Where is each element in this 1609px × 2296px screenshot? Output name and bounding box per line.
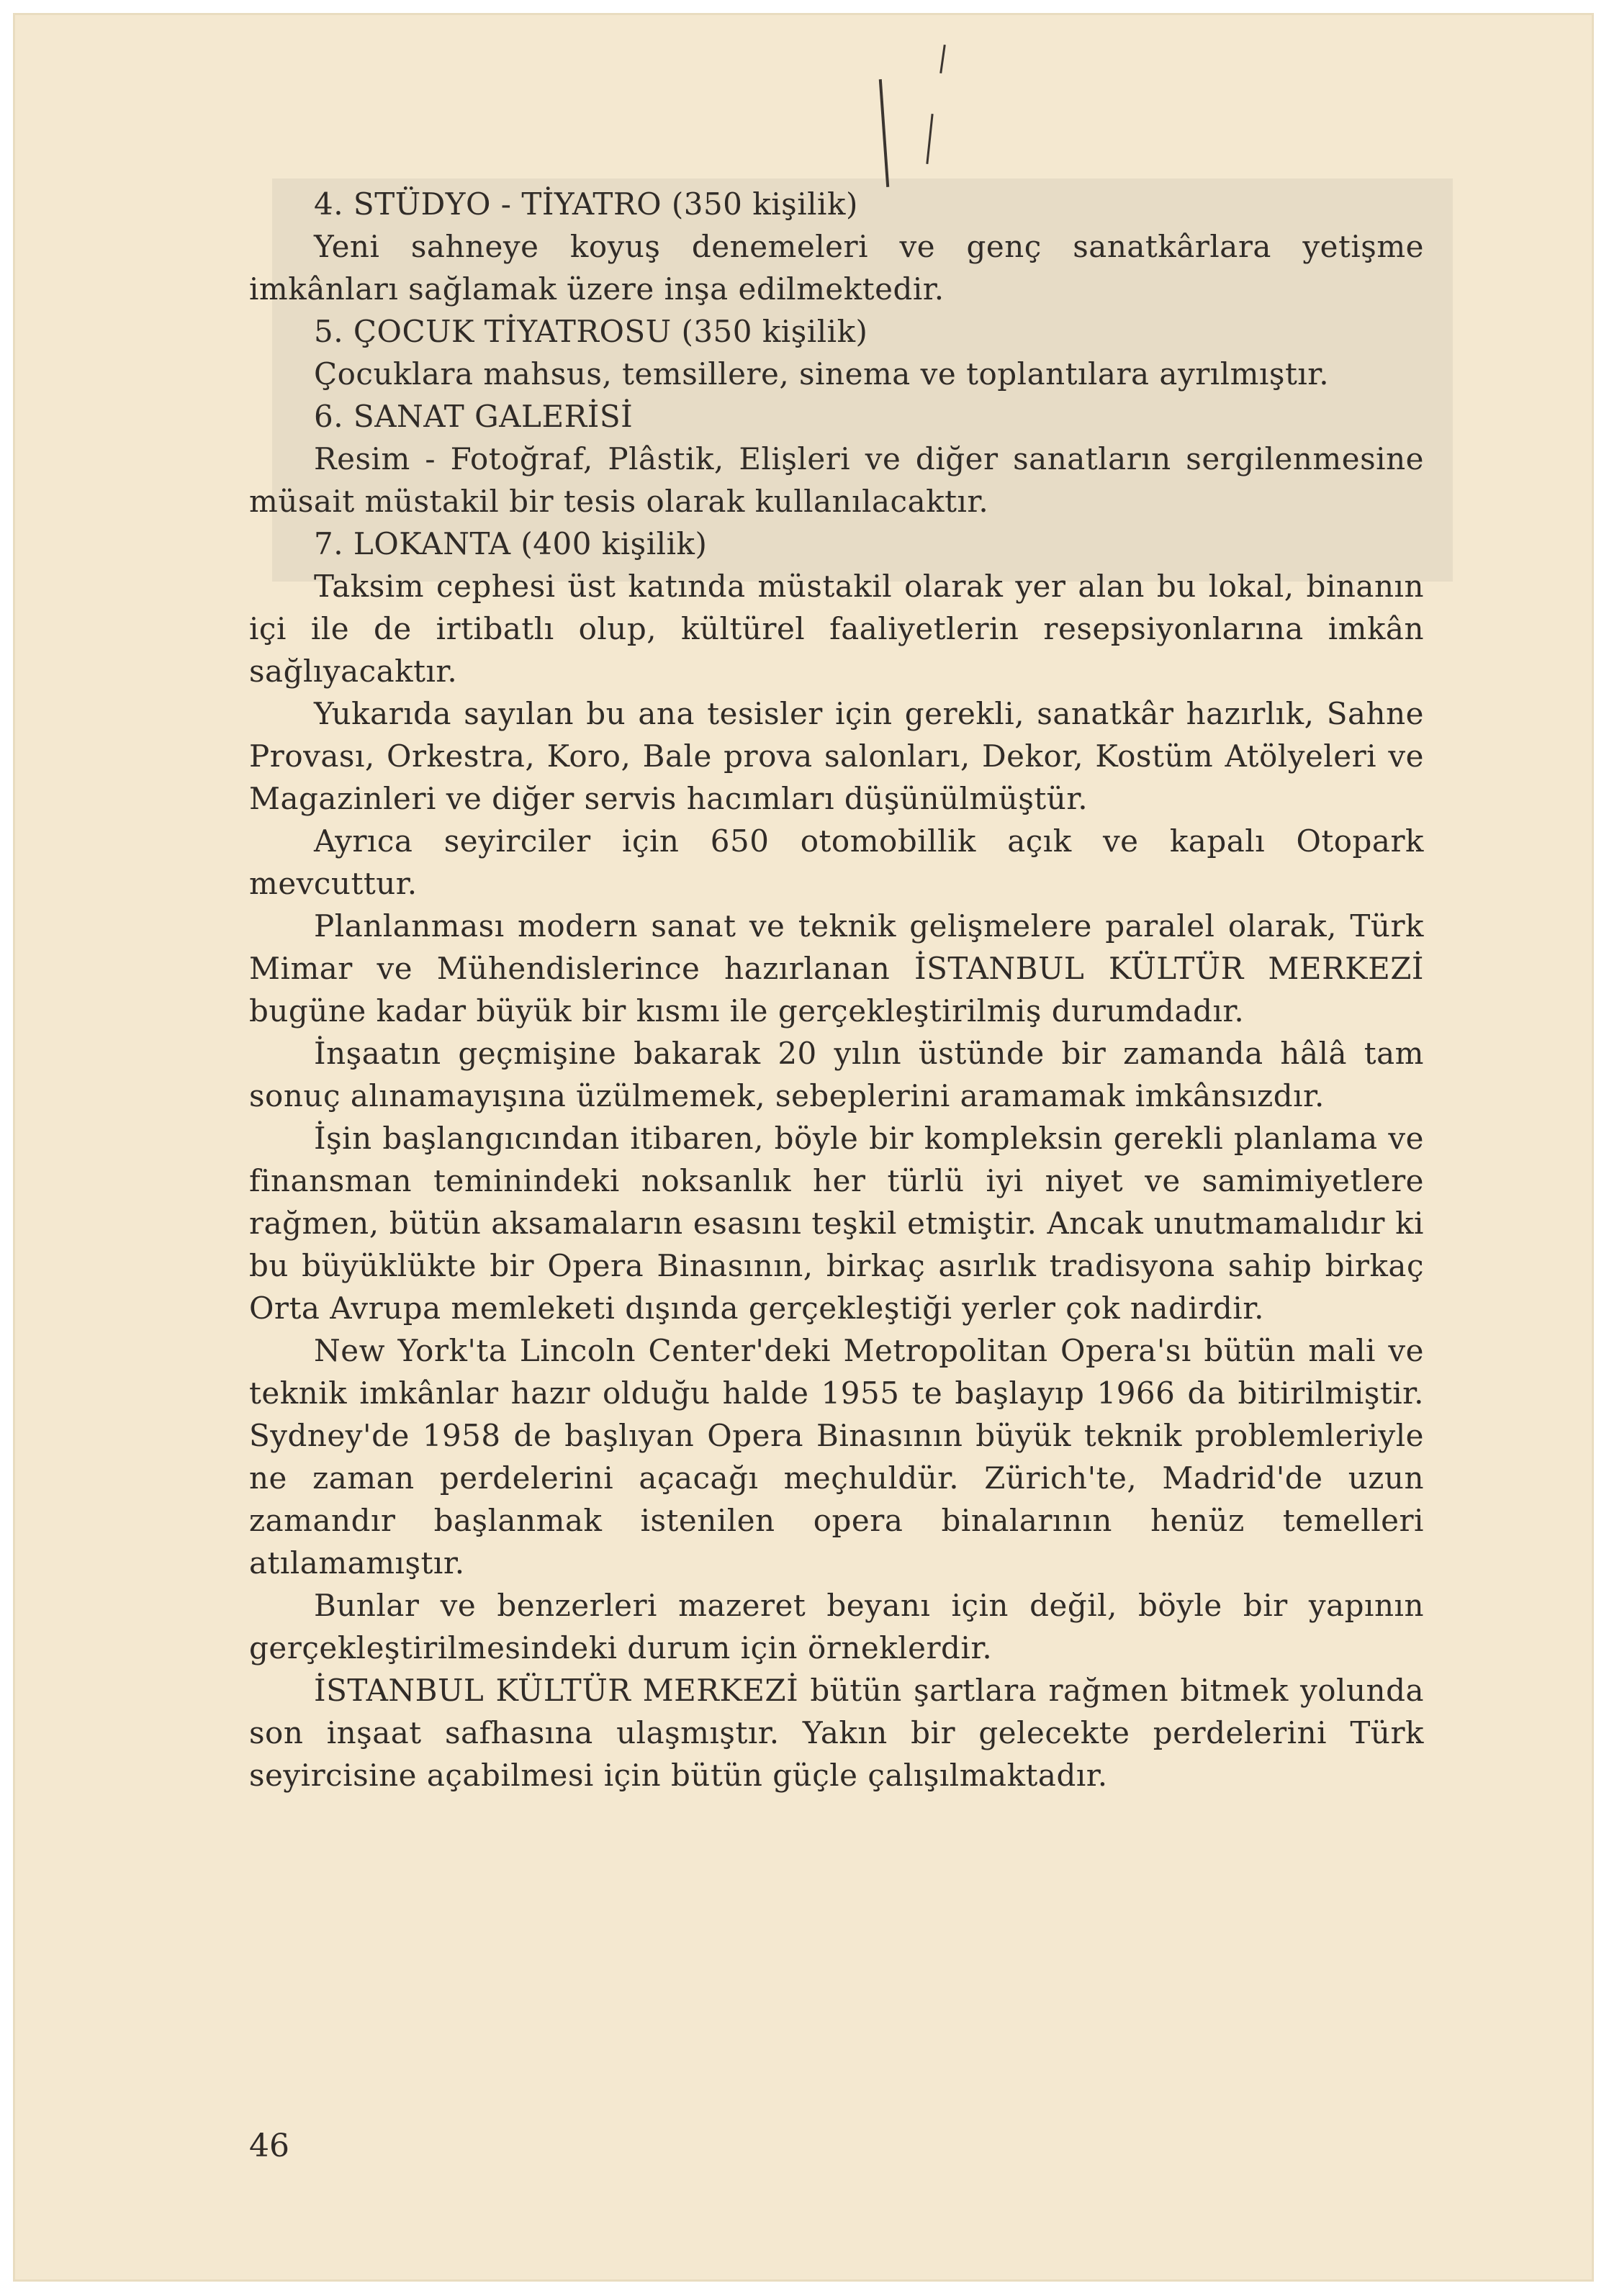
paragraph: İnşaatın geçmişine bakarak 20 yılın üstünde bir zamanda hâlâ tam sonuç alınamayışına üzülmemek, sebeplerini aramamak imkânsızdır.	[249, 1036, 1424, 1113]
section-heading: 5. ÇOCUK TİYATROSU (350 kişilik)	[314, 314, 868, 349]
pen-mark	[939, 45, 946, 73]
paragraph: Yeni sahneye koyuş denemeleri ve genç sanatkârlara yetişme imkânları sağlamak üzere inşa edilmektedir.	[249, 229, 1424, 307]
paragraph: Planlanması modern sanat ve teknik gelişmelere paralel olarak, Türk Mimar ve Mühendislerince hazırlanan İSTANBUL KÜLTÜR MERKEZİ bugüne kadar büyük bir kısmı ile gerçekleştirilmiş durumdadır.	[249, 908, 1424, 1029]
section-heading: 4. STÜDYO - TİYATRO (350 kişilik)	[314, 186, 858, 222]
paragraph: Resim - Fotoğraf, Plâstik, Elişleri ve diğer sanatların sergilenmesine müsait müstakil bir tesis olarak kullanılacaktır.	[249, 441, 1424, 519]
section-heading: 6. SANAT GALERİSİ	[314, 399, 634, 434]
paragraph: Ayrıca seyirciler için 650 otomobillik açık ve kapalı Otopark mevcuttur.	[249, 823, 1424, 901]
paragraph: Çocuklara mahsus, temsillere, sinema ve toplantılara ayrılmıştır.	[314, 356, 1330, 392]
paragraph: İSTANBUL KÜLTÜR MERKEZİ bütün şartlara rağmen bitmek yolunda son inşaat safhasına ulaşmıştır. Yakın bir gelecekte perdelerini Türk seyircisine açabilmesi için bütün güçle çalışılmaktadır.	[249, 1673, 1424, 1793]
paragraph: Bunlar ve benzerleri mazeret beyanı için değil, böyle bir yapının gerçekleştirilmesindeki durum için örneklerdir.	[249, 1588, 1424, 1665]
section-heading: 7. LOKANTA (400 kişilik)	[314, 526, 708, 561]
document-page	[13, 13, 1594, 2282]
paragraph: Taksim cephesi üst katında müstakil olarak yer alan bu lokal, binanın içi ile de irtibatlı olup, kültürel faaliyetlerin resepsiyonlarına imkân sağlıyacaktır.	[249, 569, 1424, 689]
paragraph: Yukarıda sayılan bu ana tesisler için gerekli, sanatkâr hazırlık, Sahne Provası, Orkestra, Koro, Bale prova salonları, Dekor, Kostüm Atölyeleri ve Magazinleri ve diğer servis hacımları düşünülmüştür.	[249, 696, 1424, 816]
page-number: 46	[249, 2128, 289, 2164]
paragraph: New York'ta Lincoln Center'deki Metropolitan Opera'sı bütün mali ve teknik imkânlar hazır olduğu halde 1955 te başlayıp 1966 da bitirilmiştir. Sydney'de 1958 de başlıyan Opera Binasının büyük teknik problemleriyle ne zaman perdelerini açacağı meçhuldür. Zürich'te, Madrid'de uzun zamandır başlanmak istenilen opera binalarının henüz temelleri atılamamıştır.	[249, 1333, 1424, 1581]
pen-mark	[879, 79, 889, 187]
pen-mark	[926, 114, 933, 164]
body-text	[249, 183, 1424, 1796]
paragraph: İşin başlangıcından itibaren, böyle bir kompleksin gerekli planlama ve finansman teminindeki noksanlık her türlü iyi niyet ve samimiyetlere rağmen, bütün aksamaların esasını teşkil etmiştir. Ancak unutmamalıdır ki bu büyüklükte bir Opera Binasının, birkaç asırlık tradisyona sahip birkaç Orta Avrupa memleketi dışında gerçekleştiği yerler çok nadirdir.	[249, 1121, 1424, 1326]
